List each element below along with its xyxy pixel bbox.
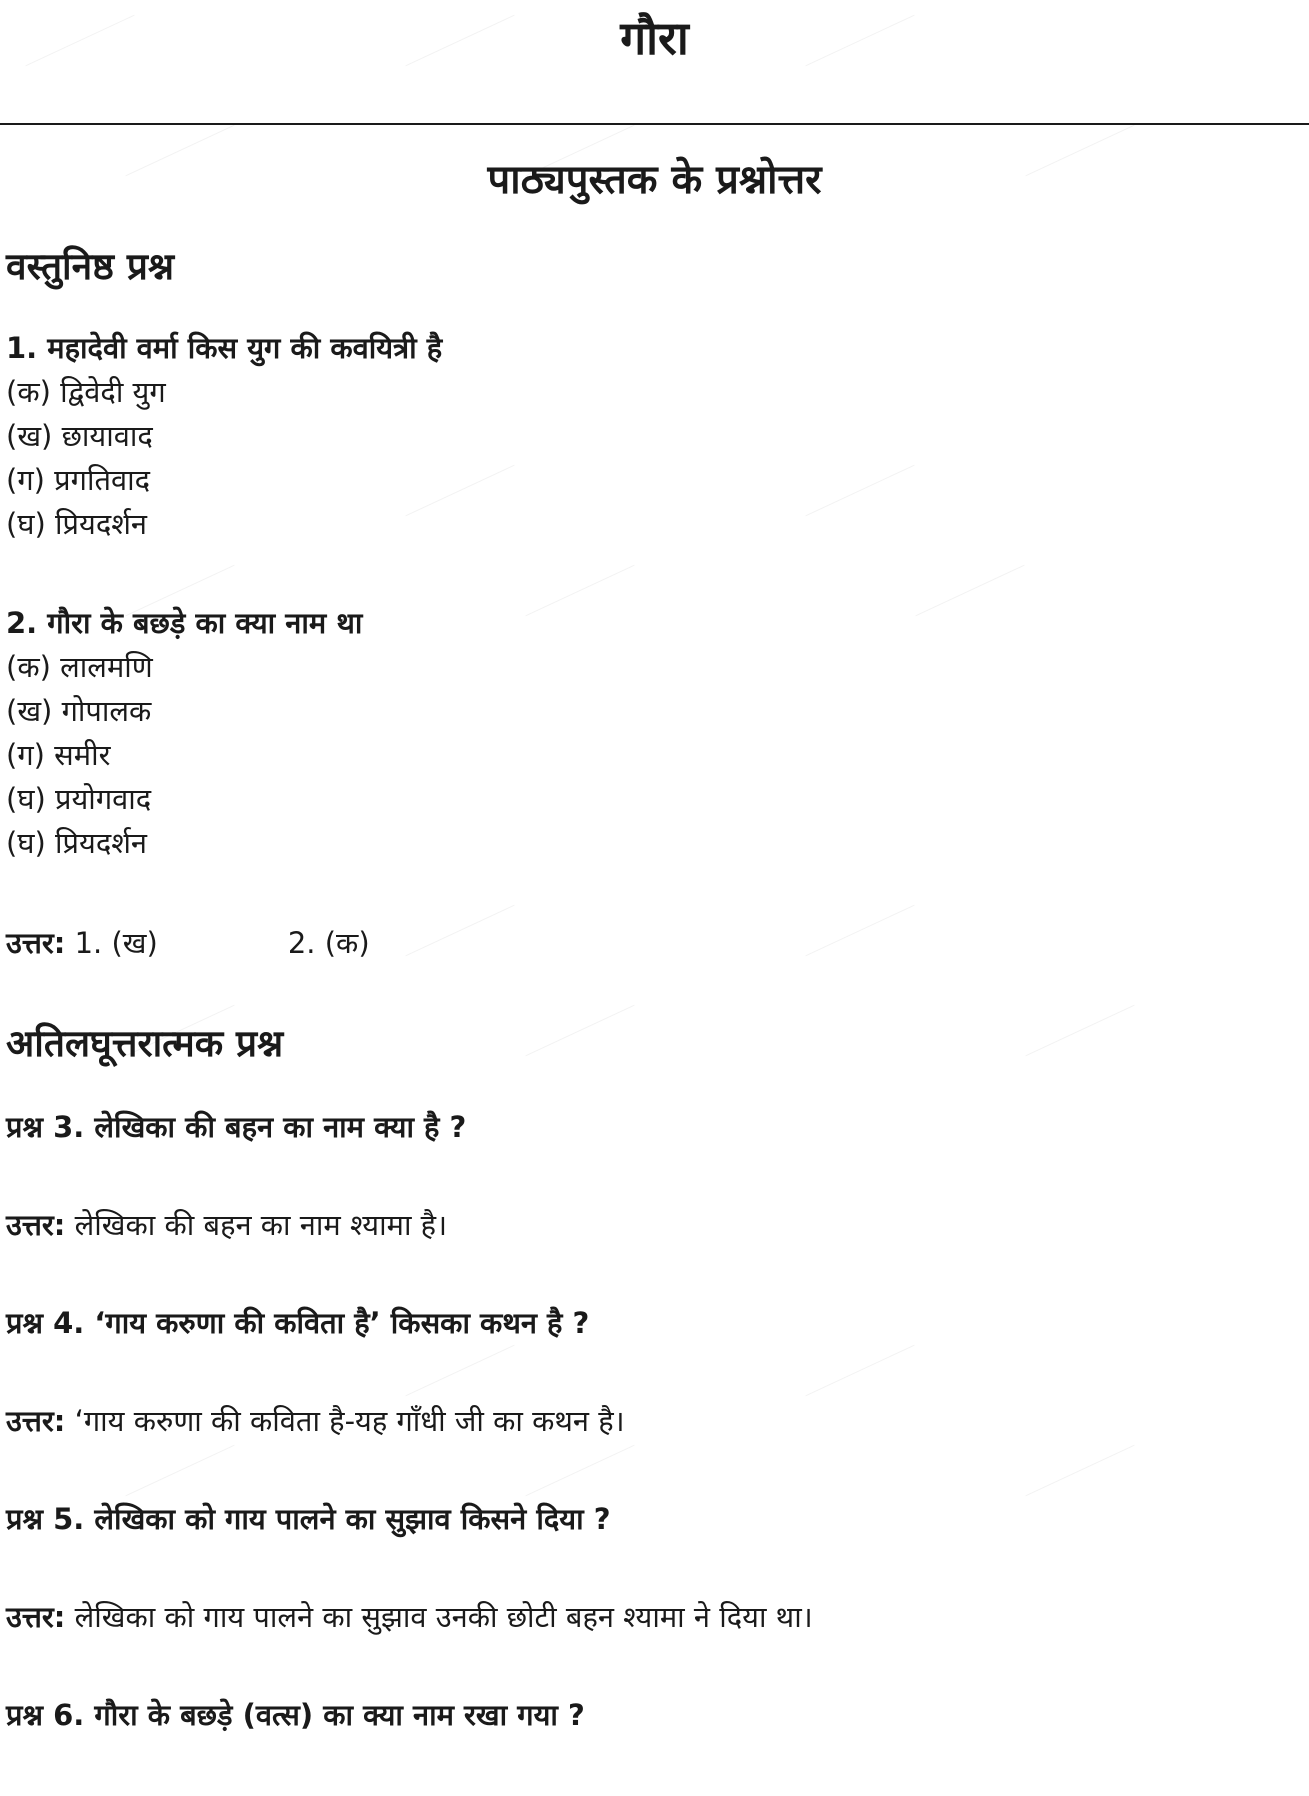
question-4: प्रश्न 4. ‘गाय करुणा की कविता है’ किसका कथन है ? bbox=[6, 1306, 590, 1340]
main-heading: पाठ्यपुस्तक के प्रश्नोत्तर bbox=[487, 157, 822, 203]
objective-answers bbox=[6, 921, 370, 965]
question-1-option-a: (क) द्विवेदी युग bbox=[6, 375, 166, 409]
question-2-option-a: (क) लालमणि bbox=[6, 650, 153, 684]
question-5: प्रश्न 5. लेखिका को गाय पालने का सुझाव किसने दिया ? bbox=[6, 1502, 611, 1536]
answer-label: उत्तर: bbox=[6, 1208, 66, 1242]
answer-4-text: ‘गाय करुणा की कविता है-यह गाँधी जी का कथन है। bbox=[74, 1404, 625, 1438]
answer-5 bbox=[6, 1595, 813, 1639]
question-1: 1. महादेवी वर्मा किस युग की कवयित्री है bbox=[6, 331, 443, 365]
document-title: गौरा bbox=[620, 11, 689, 65]
question-2-option-e: (घ) प्रियदर्शन bbox=[6, 826, 148, 860]
question-6: प्रश्न 6. गौरा के बछड़े (वत्स) का क्या नाम रखा गया ? bbox=[6, 1698, 585, 1732]
answer-2: 2. (क) bbox=[287, 926, 370, 960]
answer-1: 1. (ख) bbox=[74, 926, 158, 960]
very-short-section-heading: अतिलघूत्तरात्मक प्रश्न bbox=[6, 1022, 284, 1065]
answer-4 bbox=[6, 1399, 625, 1443]
question-3: प्रश्न 3. लेखिका की बहन का नाम क्या है ? bbox=[6, 1110, 467, 1144]
answer-3 bbox=[6, 1203, 447, 1247]
answer-label: उत्तर: bbox=[6, 1600, 66, 1634]
question-1-option-c: (ग) प्रगतिवाद bbox=[6, 463, 151, 497]
question-2-option-d: (घ) प्रयोगवाद bbox=[6, 782, 152, 816]
answer-3-text: लेखिका की बहन का नाम श्यामा है। bbox=[74, 1208, 448, 1242]
objective-section-heading: वस्तुनिष्ठ प्रश्न bbox=[6, 245, 175, 288]
answer-5-text: लेखिका को गाय पालने का सुझाव उनकी छोटी बहन श्यामा ने दिया था। bbox=[74, 1600, 813, 1634]
question-1-option-b: (ख) छायावाद bbox=[6, 419, 153, 453]
answer-label: उत्तर: bbox=[6, 1404, 66, 1438]
answer-label: उत्तर: bbox=[6, 926, 66, 960]
question-2: 2. गौरा के बछड़े का क्या नाम था bbox=[6, 606, 363, 640]
question-2-option-c: (ग) समीर bbox=[6, 738, 111, 772]
title-divider bbox=[0, 123, 1309, 125]
question-2-option-b: (ख) गोपालक bbox=[6, 694, 152, 728]
question-1-option-d: (घ) प्रियदर्शन bbox=[6, 507, 148, 541]
